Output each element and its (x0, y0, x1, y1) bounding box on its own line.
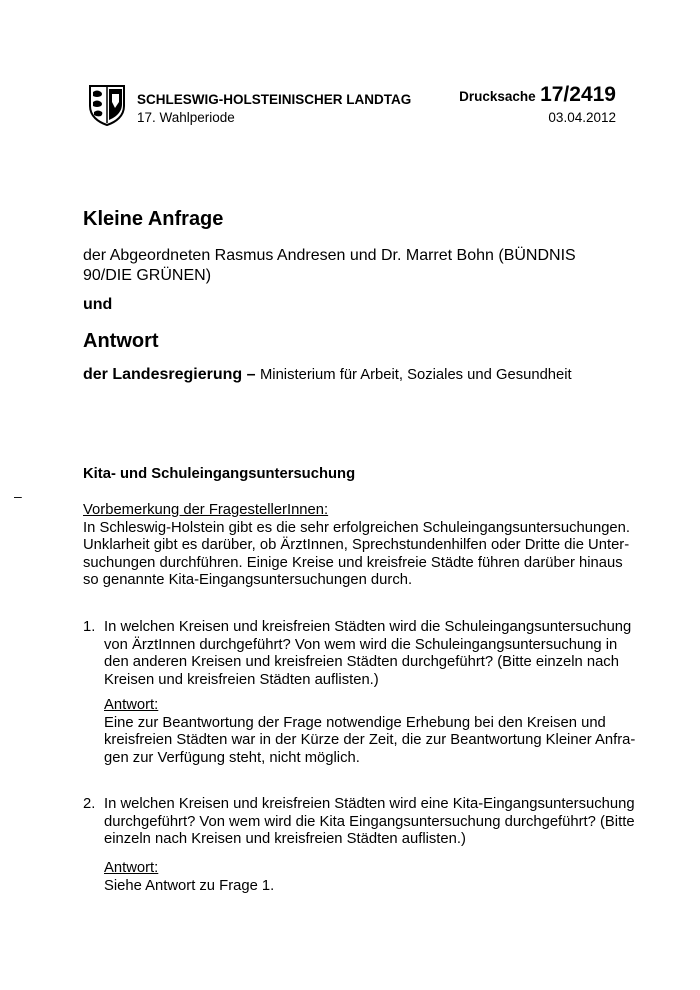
preface-line: so genannte Kita-Eingangsuntersuchungen durch. (83, 572, 413, 588)
authors-line: der Abgeordneten Rasmus Andresen und Dr. Marret Bohn (BÜNDNIS (83, 247, 576, 264)
authors-line: 90/DIE GRÜNEN) (83, 267, 212, 284)
coat-of-arms-icon (88, 84, 126, 126)
subject-heading: Kita- und Schuleingangsuntersuchung (83, 466, 356, 482)
question-line: von ÄrztInnen durchgeführt? Von wem wird die Schuleingangsuntersuchung in (104, 636, 618, 653)
question-number: 2. (83, 796, 96, 812)
document-date: 03.04.2012 (548, 110, 616, 125)
title-antwort: Antwort (83, 330, 159, 352)
legislative-period: 17. Wahlperiode (137, 110, 235, 125)
question-line: In welchen Kreisen und kreisfreien Städten wird eine Kita-Eingangsuntersuchung (104, 796, 635, 812)
title-kleine-anfrage: Kleine Anfrage (83, 208, 224, 230)
answer-line: gen zur Verfügung steht, nicht möglich. (104, 749, 360, 766)
margin-mark: – (14, 488, 22, 504)
preface-line: In Schleswig-Holstein gibt es die sehr erfolgreichen Schuleingangsuntersuchungen. (83, 519, 630, 536)
answer-line: Siehe Antwort zu Frage 1. (104, 877, 275, 894)
answer-line: Eine zur Beantwortung der Frage notwendige Erhebung bei den Kreisen und (104, 714, 606, 731)
answer-label: Antwort: (104, 697, 159, 713)
answer-line: kreisfreien Städten war in der Kürze der Zeit, die zur Beantwortung Kleiner Anfra- (104, 732, 636, 748)
print-number: 17/2419 (540, 83, 616, 106)
print-reference (459, 83, 616, 107)
answer-2 (104, 860, 644, 895)
question-line: einzeln nach Kreisen und kreisfreien Städten auflisten.) (104, 831, 466, 847)
preface-line: Unklarheit gibt es darüber, ob ÄrztInnen, Sprechstundenhilfen oder Dritte die Unter- (83, 537, 630, 553)
preface-line: suchungen durchführen. Einige Kreise und kreisfreie Städte führen darüber hinaus (83, 554, 623, 571)
question-line: Kreisen und kreisfreien Städten auflisten.) (104, 671, 379, 688)
authors (83, 246, 576, 286)
parliament-name: SCHLESWIG-HOLSTEINISCHER LANDTAG (137, 92, 412, 107)
connector-und: und (83, 296, 113, 313)
ministry-name: Ministerium für Arbeit, Soziales und Gesundheit (259, 367, 572, 383)
question-line: In welchen Kreisen und kreisfreien Städten wird die Schuleingangsuntersuchung (104, 619, 632, 635)
government-label: der Landesregierung – (83, 366, 256, 383)
preface (83, 502, 643, 590)
print-label: Drucksache (459, 89, 536, 104)
answer-1 (104, 697, 644, 767)
question-number: 1. (83, 619, 96, 635)
question-1 (104, 619, 644, 689)
responding-body (83, 366, 572, 384)
preface-heading: Vorbemerkung der FragestellerInnen: (83, 502, 329, 518)
question-line: den anderen Kreisen und kreisfreien Städten durchgeführt? (Bitte einzeln nach (104, 654, 619, 670)
answer-label: Antwort: (104, 860, 159, 876)
question-line: durchgeführt? Von wem wird die Kita Eingangsuntersuchung durchgeführt? (Bitte (104, 813, 635, 830)
question-2 (104, 796, 644, 849)
